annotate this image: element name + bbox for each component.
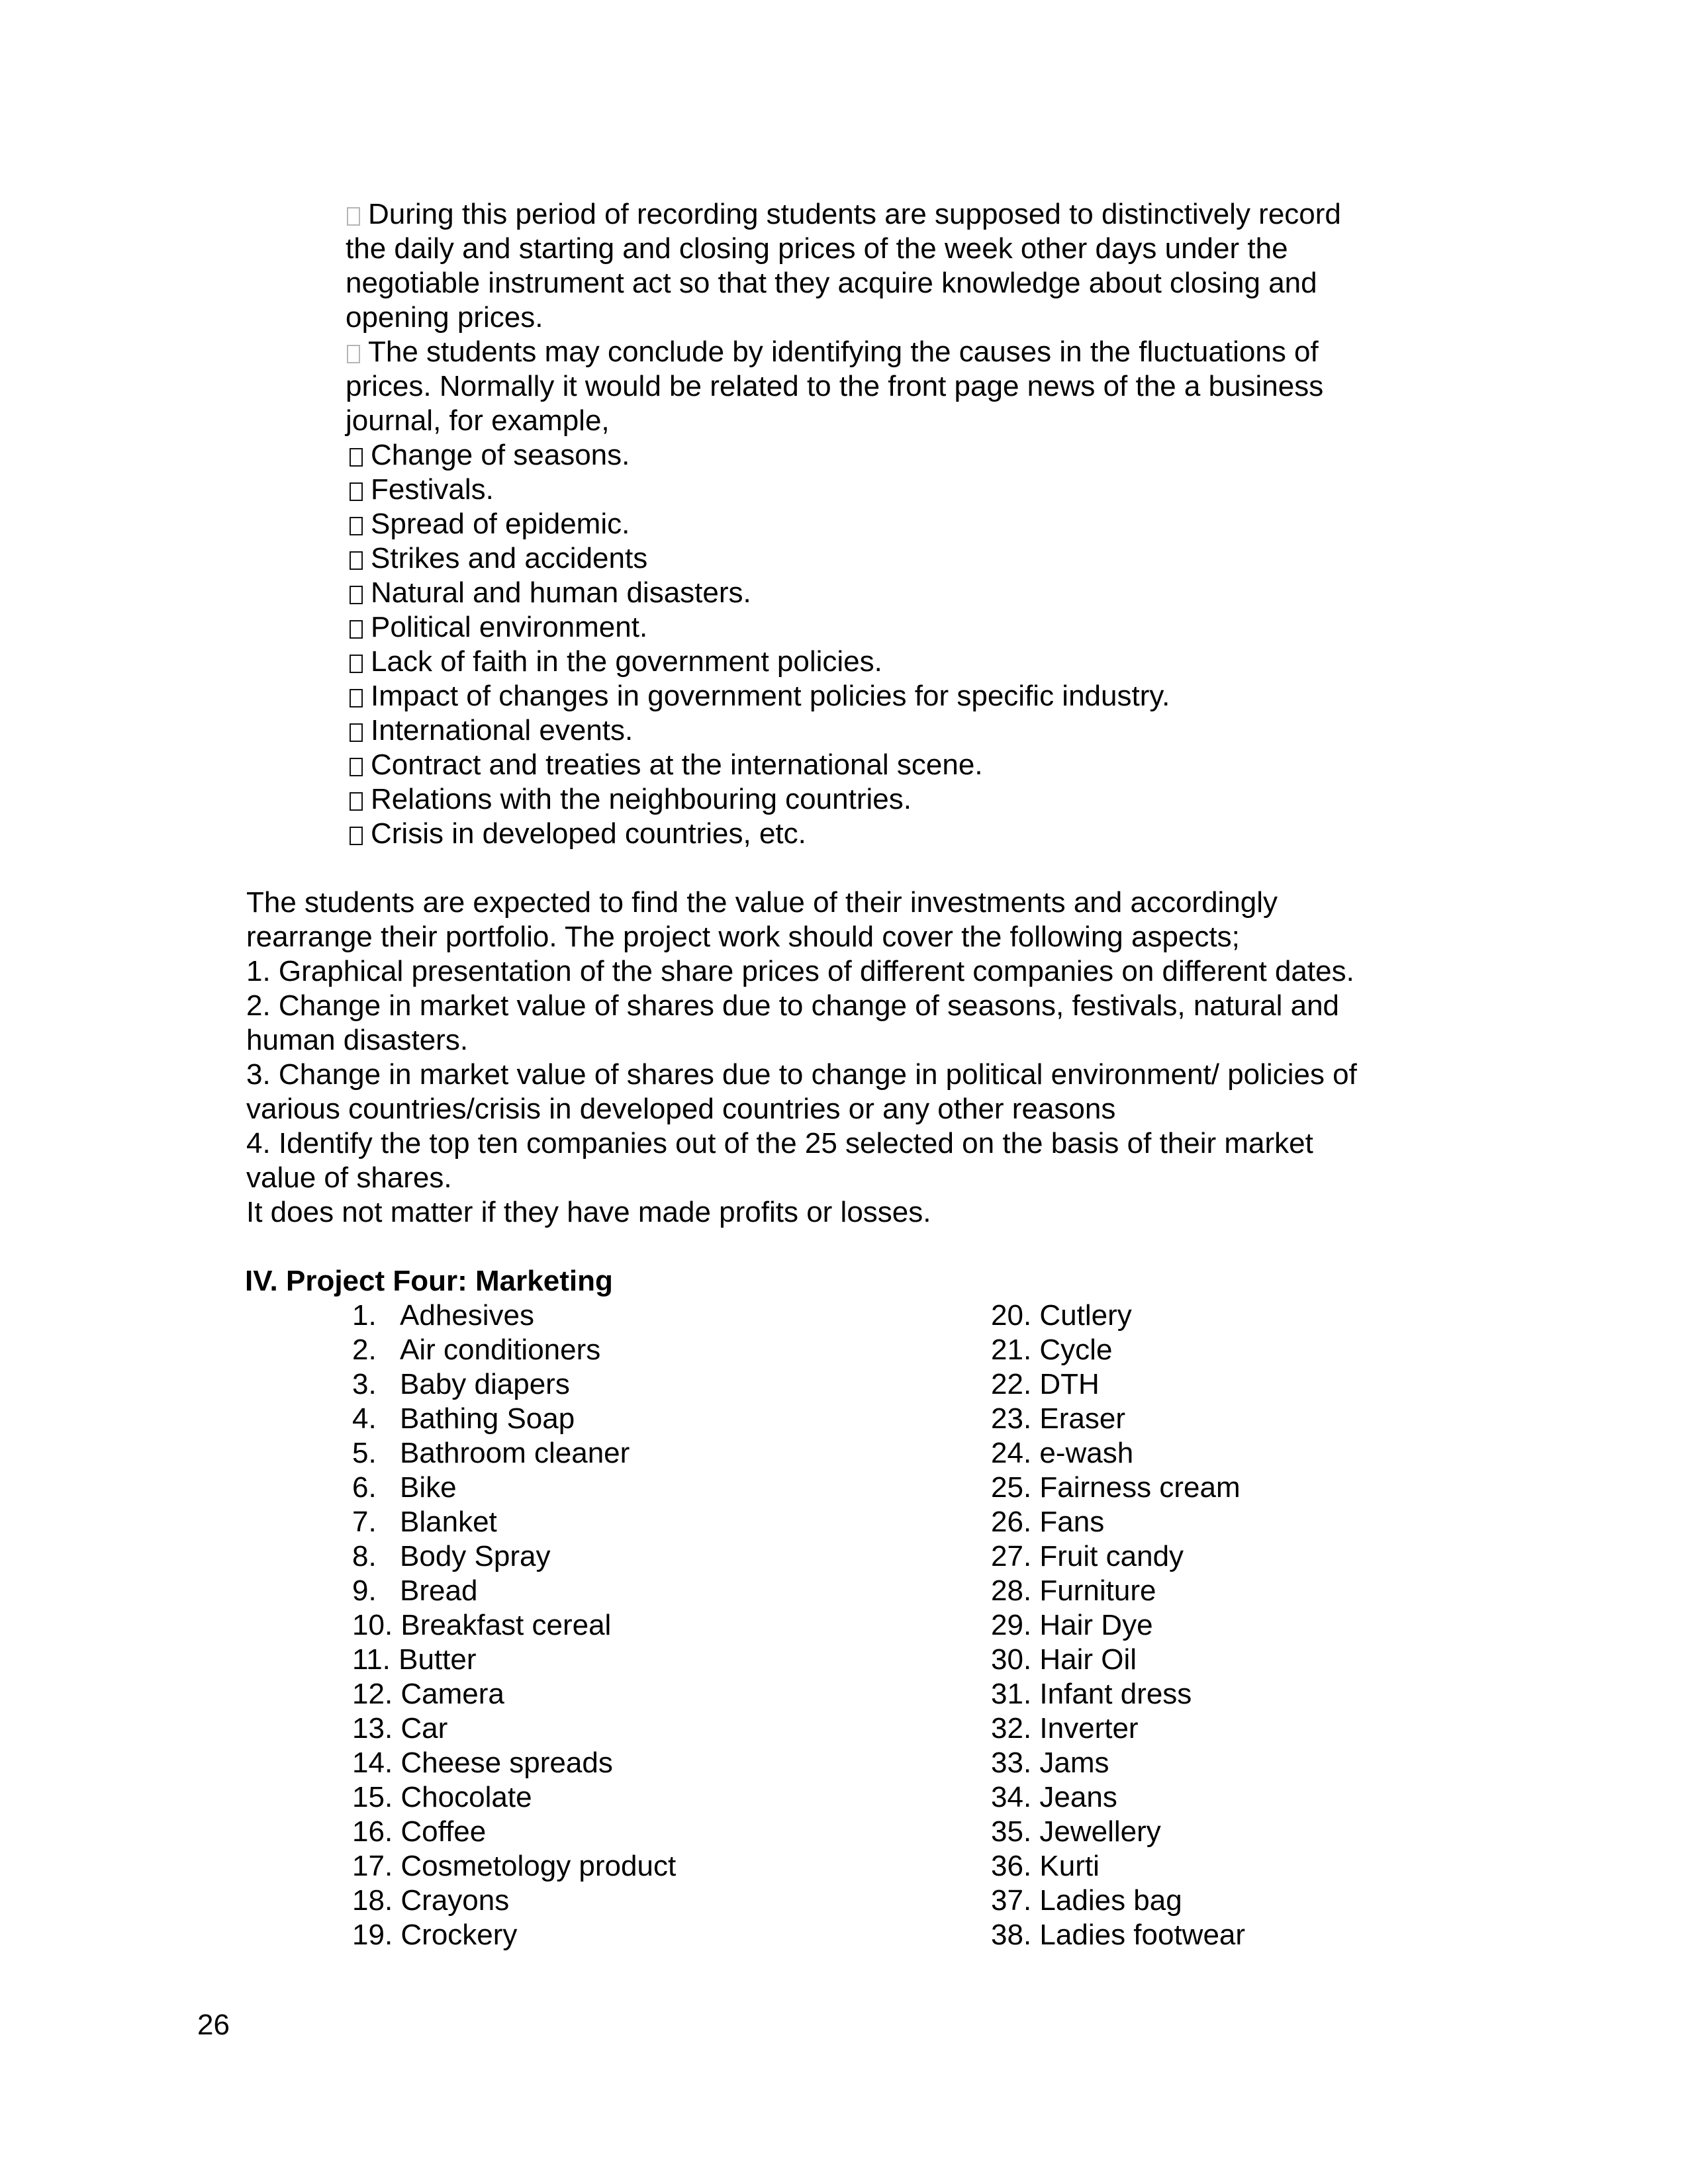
list-item: 34. Jeans	[991, 1781, 1117, 1813]
paragraph-line: The students may conclude by identifying the causes in the fluctuations of	[347, 335, 1319, 369]
cause-item: Contract and treaties at the international scene.	[350, 748, 983, 782]
paragraph-line: negotiable instrument act so that they acquire knowledge about closing and	[346, 267, 1317, 299]
bullet-box-icon	[350, 723, 363, 742]
paragraph-line: opening prices.	[346, 301, 543, 334]
paragraph-line: human disasters.	[246, 1024, 469, 1056]
list-item: 33. Jams	[991, 1747, 1109, 1779]
list-item: 29. Hair Dye	[991, 1609, 1153, 1641]
paragraph-line: It does not matter if they have made profits or losses.	[246, 1196, 931, 1228]
list-item: 1. Adhesives	[352, 1299, 535, 1332]
paragraph-line: various countries/crisis in developed countries or any other reasons	[246, 1093, 1116, 1125]
bullet-box-icon	[350, 448, 363, 467]
list-item: 11. Butter	[352, 1643, 477, 1676]
list-item: 14. Cheese spreads	[352, 1747, 613, 1779]
bullet-box-icon	[350, 551, 363, 570]
paragraph-line: The students are expected to find the value of their investments and accordingly	[246, 886, 1278, 919]
list-item: 21. Cycle	[991, 1334, 1113, 1366]
bullet-box-icon	[350, 586, 363, 604]
list-item: 37. Ladies bag	[991, 1884, 1182, 1917]
cause-item: Impact of changes in government policies for specific industry.	[350, 679, 1170, 713]
paragraph-line: prices. Normally it would be related to the front page news of the a business	[346, 370, 1324, 402]
list-item: 2. Air conditioners	[352, 1334, 601, 1366]
section-heading: IV. Project Four: Marketing	[245, 1265, 613, 1297]
list-item: 3. Baby diapers	[352, 1368, 570, 1400]
list-item: 31. Infant dress	[991, 1678, 1192, 1710]
list-item: 8. Body Spray	[352, 1540, 551, 1572]
list-item: 17. Cosmetology product	[352, 1850, 677, 1882]
list-item: 28. Furniture	[991, 1574, 1156, 1607]
cause-item: Strikes and accidents	[350, 541, 647, 576]
bullet-box-icon	[350, 758, 363, 776]
list-item: 36. Kurti	[991, 1850, 1100, 1882]
list-item: 26. Fans	[991, 1506, 1105, 1538]
list-item: 27. Fruit candy	[991, 1540, 1184, 1572]
list-item: 38. Ladies footwear	[991, 1919, 1246, 1951]
list-item: 35. Jewellery	[991, 1815, 1161, 1848]
page-number: 26	[197, 2009, 230, 2041]
list-item: 24. e-wash	[991, 1437, 1134, 1469]
paragraph-line: journal, for example,	[346, 404, 610, 437]
cause-item: Festivals.	[350, 473, 494, 507]
list-item: 30. Hair Oil	[991, 1643, 1137, 1676]
list-item: 19. Crockery	[352, 1919, 518, 1951]
paragraph-line: rearrange their portfolio. The project work should cover the following aspects;	[246, 921, 1240, 953]
paragraph-line: the daily and starting and closing prices of the week other days under the	[346, 232, 1288, 265]
list-item: 10. Breakfast cereal	[352, 1609, 612, 1641]
list-item: 23. Eraser	[991, 1402, 1125, 1435]
list-item: 6. Bike	[352, 1471, 457, 1504]
cause-item: Relations with the neighbouring countries.	[350, 782, 912, 817]
bullet-box-icon	[350, 827, 363, 845]
list-item: 13. Car	[352, 1712, 448, 1745]
list-item: 5. Bathroom cleaner	[352, 1437, 630, 1469]
cause-item: Spread of epidemic.	[350, 507, 630, 541]
bullet-box-icon	[350, 792, 363, 811]
bullet-box-icon	[350, 655, 363, 673]
cause-item: Lack of faith in the government policies.	[350, 645, 882, 679]
cause-item: Political environment.	[350, 610, 647, 645]
bullet-box-icon	[350, 517, 363, 535]
list-item: 16. Coffee	[352, 1815, 487, 1848]
list-item: 9. Bread	[352, 1574, 478, 1607]
list-item: 22. DTH	[991, 1368, 1100, 1400]
paragraph-line: 2. Change in market value of shares due to change of seasons, festivals, natural and	[246, 989, 1340, 1022]
paragraph-line: During this period of recording students are supposed to distinctively record	[347, 197, 1341, 232]
paragraph-line: 4. Identify the top ten companies out of the 25 selected on the basis of their market	[246, 1127, 1313, 1160]
list-item: 12. Camera	[352, 1678, 504, 1710]
list-item: 20. Cutlery	[991, 1299, 1132, 1332]
bullet-box-icon	[350, 482, 363, 501]
paragraph-line: 3. Change in market value of shares due to change in political environment/ policies of	[246, 1058, 1357, 1091]
list-item: 15. Chocolate	[352, 1781, 532, 1813]
cause-item: Natural and human disasters.	[350, 576, 751, 610]
paragraph-line: value of shares.	[246, 1161, 452, 1194]
bullet-box-icon	[347, 207, 360, 226]
bullet-box-icon	[347, 345, 360, 363]
bullet-box-icon	[350, 689, 363, 707]
cause-item: International events.	[350, 713, 633, 748]
list-item: 4. Bathing Soap	[352, 1402, 575, 1435]
cause-item: Crisis in developed countries, etc.	[350, 817, 806, 851]
list-item: 25. Fairness cream	[991, 1471, 1241, 1504]
list-item: 32. Inverter	[991, 1712, 1139, 1745]
list-item: 7. Blanket	[352, 1506, 497, 1538]
cause-item: Change of seasons.	[350, 438, 630, 473]
paragraph-line: 1. Graphical presentation of the share prices of different companies on different dates.	[246, 955, 1354, 987]
list-item: 18. Crayons	[352, 1884, 510, 1917]
bullet-box-icon	[350, 620, 363, 639]
